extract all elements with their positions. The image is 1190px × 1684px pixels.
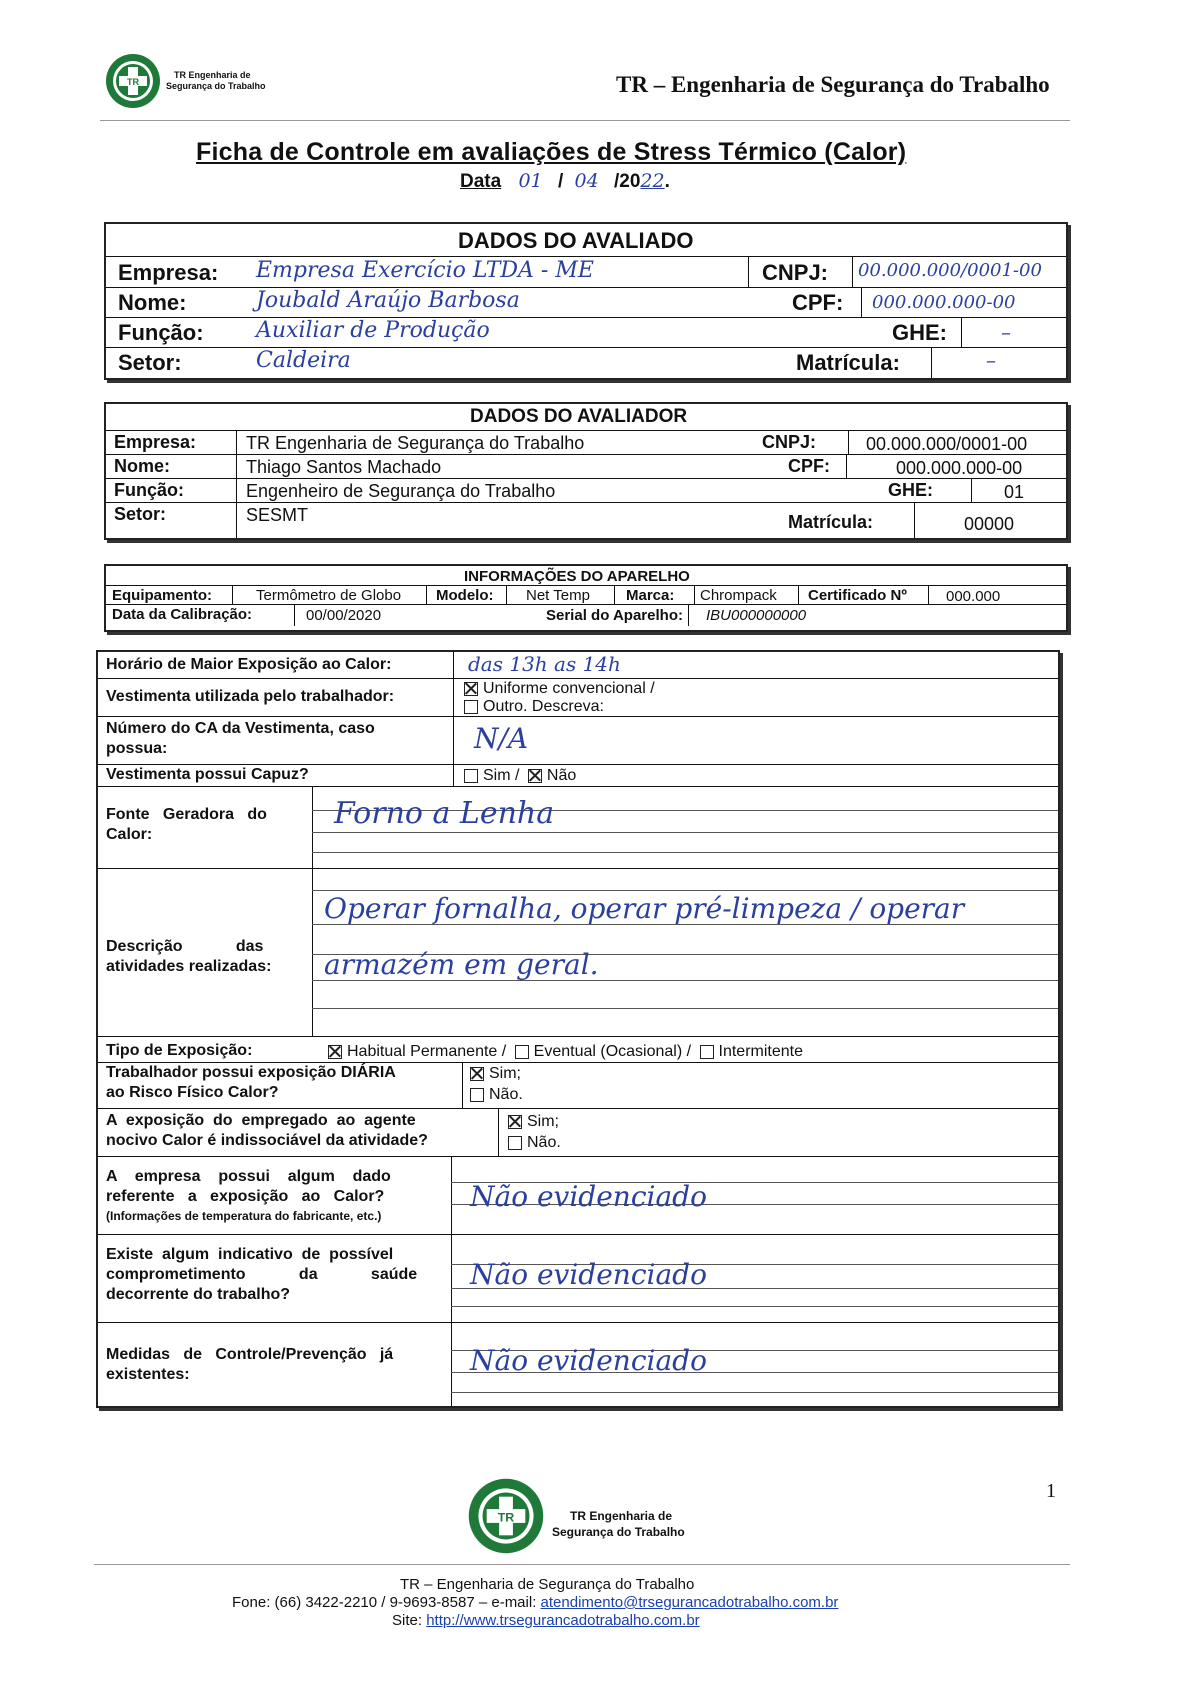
footer-divider — [94, 1564, 1070, 1565]
vestimenta-option-outro[interactable] — [464, 698, 604, 716]
date-line: Data 01 / 04 /2022. — [460, 170, 670, 192]
avaliador-funcao-label: Função: — [114, 480, 184, 500]
footer-site-link[interactable]: http://www.trsegurancadotrabalho.com.br — [426, 1612, 700, 1629]
exposure-form — [96, 650, 1060, 1408]
avaliado-setor-label: Setor: — [118, 350, 182, 375]
aparelho-marca-value: Chrompack — [700, 587, 777, 604]
aparelho-calib-label: Data da Calibração: — [112, 606, 253, 623]
dado-label-line2: referente a exposição ao Calor? — [106, 1188, 385, 1205]
aparelho-marca-label: Marca: — [626, 587, 675, 604]
ca-value: N/A — [474, 722, 529, 755]
aparelho-modelo-label: Modelo: — [436, 587, 494, 604]
avaliado-setor-value: Caldeira — [256, 348, 351, 373]
aparelho-section — [104, 564, 1068, 632]
avaliado-cnpj-value: 00.000.000/0001-00 — [858, 260, 1042, 281]
indis-nao[interactable] — [508, 1134, 561, 1152]
capuz-label: Vestimenta possui Capuz? — [106, 766, 309, 783]
svg-text:TR: TR — [497, 1510, 515, 1525]
avaliado-empresa-label: Empresa: — [118, 260, 219, 285]
avaliador-empresa-label: Empresa: — [114, 432, 197, 452]
diaria-nao[interactable] — [470, 1086, 523, 1104]
saude-label-line1: Existe algum indicativo de possível — [106, 1246, 394, 1263]
fonte-label-line1: Fonte Geradora do — [106, 806, 267, 823]
saude-label-line3: decorrente do trabalho? — [106, 1286, 291, 1303]
avaliado-cpf-label: CPF: — [792, 290, 844, 315]
avaliado-section — [104, 222, 1068, 380]
avaliador-empresa-value: TR Engenharia de Segurança do Trabalho — [246, 433, 585, 453]
avaliador-ghe-label: GHE: — [888, 480, 933, 500]
footer-email-link[interactable]: atendimento@trsegurancadotrabalho.com.br — [540, 1594, 839, 1611]
avaliador-cnpj-label: CNPJ: — [762, 432, 817, 452]
capuz-sim-checkbox[interactable] — [464, 769, 478, 783]
avaliador-matricula-value: 00000 — [964, 514, 1015, 534]
aparelho-equip-label: Equipamento: — [112, 587, 212, 604]
outro-label: Outro. Descreva: — [483, 698, 604, 715]
avaliado-funcao-value: Auxiliar de Produção — [256, 318, 490, 343]
avaliador-section — [104, 402, 1068, 540]
vestimenta-label: Vestimenta utilizada pelo trabalhador: — [106, 688, 395, 705]
avaliado-matricula-value: – — [986, 348, 996, 372]
aparelho-modelo-value: Net Temp — [526, 587, 590, 604]
ca-label-line2: possua: — [106, 740, 168, 757]
avaliado-cpf-value: 000.000.000-00 — [872, 292, 1016, 313]
avaliador-funcao-value: Engenheiro de Segurança do Trabalho — [246, 481, 556, 501]
avaliado-section-title: DADOS DO AVALIADO — [458, 228, 694, 253]
indis-sim-label: Sim; — [527, 1113, 559, 1130]
avaliador-nome-value: Thiago Santos Machado — [246, 457, 442, 477]
indis-sim-checkbox[interactable] — [508, 1115, 522, 1129]
logo-line2: Segurança do Trabalho — [166, 81, 266, 91]
date-day: 01 — [518, 170, 543, 192]
tipo-intermitente-label: Intermitente — [718, 1043, 803, 1060]
descricao-label-line1: Descrição das — [106, 938, 264, 955]
medidas-value: Não evidenciado — [470, 1344, 707, 1377]
dado-value: Não evidenciado — [470, 1180, 707, 1213]
company-logo-icon — [466, 1476, 546, 1556]
document-title: Ficha de Controle em avaliações de Stress Térmico (Calor) — [196, 138, 907, 166]
medidas-label-line2: existentes: — [106, 1366, 190, 1383]
fonte-label-line2: Calor: — [106, 826, 153, 843]
capuz-nao-label: Não — [546, 767, 577, 784]
avaliador-section-title: DADOS DO AVALIADOR — [470, 406, 688, 427]
footer-phone: Fone: (66) 3422-2210 / 9-9693-8587 – e-mail: — [232, 1594, 537, 1611]
footer-site — [392, 1612, 700, 1629]
aparelho-equip-value: Termômetro de Globo — [256, 587, 402, 604]
company-logo-icon — [104, 52, 162, 110]
date-year: 22 — [640, 170, 665, 192]
dado-label-line1: A empresa possui algum dado — [106, 1168, 391, 1185]
footer-logo — [466, 1476, 726, 1560]
indis-label-line1: A exposição do empregado ao agente — [106, 1112, 416, 1129]
aparelho-calib-value: 00/00/2020 — [306, 607, 382, 624]
vestimenta-option-uniforme[interactable] — [464, 680, 655, 698]
saude-label-line2: comprometimento da saúde — [106, 1266, 418, 1283]
avaliador-nome-label: Nome: — [114, 456, 171, 476]
avaliado-ghe-value: – — [1001, 320, 1011, 344]
tipo-eventual-checkbox[interactable] — [515, 1045, 529, 1059]
avaliado-nome-value: Joubald Araújo Barbosa — [256, 288, 520, 313]
horario-value: das 13h as 14h — [468, 652, 621, 676]
horario-label: Horário de Maior Exposição ao Calor: — [106, 656, 392, 673]
diaria-label-line1: Trabalhador possui exposição DIÁRIA — [106, 1064, 396, 1081]
medidas-label-line1: Medidas de Controle/Prevenção já — [106, 1346, 394, 1363]
avaliador-setor-label: Setor: — [114, 504, 167, 524]
diaria-nao-label: Não. — [489, 1086, 523, 1103]
svg-text:TR: TR — [127, 77, 139, 87]
indis-nao-checkbox[interactable] — [508, 1136, 522, 1150]
page-number: 1 — [1046, 1480, 1056, 1502]
avaliado-empresa-value: Empresa Exercício LTDA - ME — [256, 258, 594, 283]
avaliado-ghe-label: GHE: — [892, 320, 947, 345]
indis-label-line2: nocivo Calor é indissociável da atividade? — [106, 1132, 428, 1149]
date-label: Data — [460, 171, 502, 192]
capuz-nao-checkbox[interactable] — [528, 769, 542, 783]
aparelho-cert-value: 000.000 — [946, 588, 1001, 605]
avaliador-setor-value: SESMT — [246, 505, 309, 525]
descricao-label-line2: atividades realizadas: — [106, 958, 272, 975]
footer-logo-line2: Segurança do Trabalho — [552, 1525, 685, 1539]
avaliador-matricula-label: Matrícula: — [788, 512, 874, 532]
header-title: TR – Engenharia de Segurança do Trabalho — [616, 72, 1050, 97]
avaliador-cnpj-value: 00.000.000/0001-00 — [866, 434, 1028, 454]
avaliador-cpf-value: 000.000.000-00 — [896, 458, 1023, 478]
avaliado-nome-label: Nome: — [118, 290, 187, 315]
fonte-value: Forno a Lenha — [334, 796, 555, 831]
descricao-value-line2: armazém em geral. — [324, 948, 599, 981]
diaria-sim-label: Sim; — [489, 1065, 521, 1082]
saude-value: Não evidenciado — [470, 1258, 707, 1291]
diaria-nao-checkbox[interactable] — [470, 1088, 484, 1102]
avaliado-cnpj-label: CNPJ: — [762, 260, 829, 285]
footer-logo-line1: TR Engenharia de — [570, 1509, 673, 1523]
aparelho-serial-label: Serial do Aparelho: — [546, 607, 683, 624]
footer-contact — [232, 1594, 838, 1611]
indis-sim[interactable] — [508, 1113, 559, 1131]
indis-nao-label: Não. — [527, 1134, 561, 1151]
aparelho-section-title: INFORMAÇÕES DO APARELHO — [464, 568, 690, 585]
capuz-options — [464, 767, 576, 785]
footer-site-label: Site: — [392, 1612, 423, 1629]
avaliador-cpf-label: CPF: — [788, 456, 830, 476]
aparelho-cert-label: Certificado Nº — [808, 587, 907, 604]
uniforme-label: Uniforme convencional / — [483, 680, 655, 697]
tipo-label: Tipo de Exposição: — [106, 1042, 253, 1059]
aparelho-serial-value: IBU000000000 — [706, 607, 807, 624]
avaliador-ghe-value: 01 — [1004, 482, 1025, 502]
uniforme-checkbox[interactable] — [464, 682, 478, 696]
descricao-value-line1: Operar fornalha, operar pré-limpeza / operar — [324, 892, 965, 925]
tipo-habitual-checkbox[interactable] — [328, 1045, 342, 1059]
tipo-habitual-label: Habitual Permanente / — [347, 1043, 507, 1060]
header-logo — [104, 52, 284, 112]
tipo-eventual-label: Eventual (Ocasional) / — [533, 1043, 692, 1060]
tipo-options — [328, 1043, 803, 1061]
diaria-label-line2: ao Risco Físico Calor? — [106, 1084, 279, 1101]
capuz-sim-label: Sim / — [483, 767, 520, 784]
diaria-sim[interactable] — [470, 1065, 521, 1083]
diaria-sim-checkbox[interactable] — [470, 1067, 484, 1081]
header-divider — [100, 120, 1070, 121]
footer-company-name: TR – Engenharia de Segurança do Trabalho — [400, 1576, 695, 1593]
tipo-intermitente-checkbox[interactable] — [700, 1045, 714, 1059]
date-month: 04 — [574, 170, 599, 192]
logo-line1: TR Engenharia de — [174, 70, 251, 80]
avaliado-funcao-label: Função: — [118, 320, 204, 345]
avaliado-matricula-label: Matrícula: — [796, 350, 900, 375]
date-year-prefix: 20 — [619, 171, 641, 192]
ca-label-line1: Número do CA da Vestimenta, caso — [106, 720, 375, 737]
outro-checkbox[interactable] — [464, 700, 478, 714]
dado-label-line3: (Informações de temperatura do fabricante, etc.) — [106, 1209, 382, 1223]
